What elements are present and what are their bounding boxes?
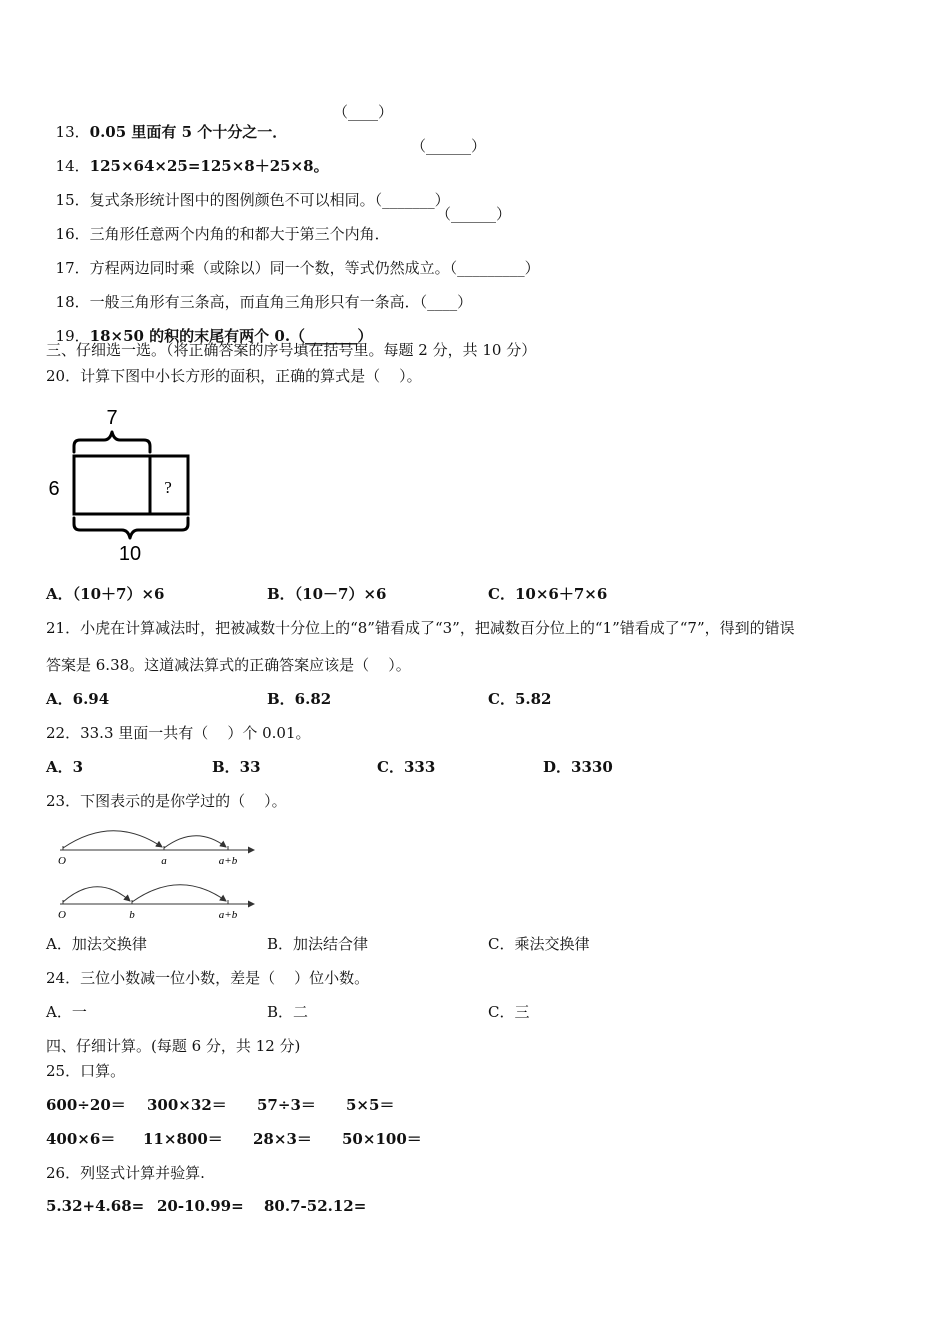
q26-text: 26．列竖式计算并验算. xyxy=(46,1164,205,1182)
q13-blank[interactable]: （____） xyxy=(333,103,394,121)
top-brace xyxy=(74,432,150,452)
q26-item: 20-10.99= xyxy=(157,1197,244,1215)
q14-text: 125×64×25=125×8＋25×8。 xyxy=(89,157,329,175)
q16-text: 三角形任意两个内角的和都大于第三个内角． xyxy=(89,225,390,243)
jump-arc-a xyxy=(63,831,162,848)
line1-label-sum: a+b xyxy=(218,855,238,867)
q18-number: 18． xyxy=(55,293,90,311)
jump-arc-b2 xyxy=(63,887,130,902)
q21-option-a[interactable]: A．6.94 xyxy=(46,690,110,708)
q25-item: 5×5＝ xyxy=(346,1096,395,1114)
q25-item: 28×3＝ xyxy=(253,1130,312,1148)
q22-text: 22．33.3 里面一共有（ ）个 0.01。 xyxy=(46,724,311,742)
bottom-label: 10 xyxy=(118,543,142,565)
q25-item: 300×32＝ xyxy=(147,1096,227,1114)
q24-option-a[interactable]: A．一 xyxy=(46,1003,87,1021)
q16-blank[interactable]: （______） xyxy=(436,205,512,223)
q16-number: 16． xyxy=(55,225,90,243)
q26-item: 5.32+4.68= xyxy=(46,1197,145,1215)
q23-text: 23．下图表示的是你学过的（ ）。 xyxy=(46,792,287,810)
line2-label-b: b xyxy=(129,909,135,921)
q24-option-b[interactable]: B．二 xyxy=(267,1003,309,1021)
unknown-label: ? xyxy=(164,478,172,497)
line2-label-origin: O xyxy=(58,909,66,921)
q21-option-b[interactable]: B．6.82 xyxy=(267,690,332,708)
q13-text: 0.05 里面有 5 个十分之一． xyxy=(89,123,288,141)
jump-arc-a2 xyxy=(132,885,226,902)
section4-heading: 四、仔细计算。(每题 6 分，共 12 分) xyxy=(46,1037,301,1055)
q20-option-b[interactable]: B．（10－7）×6 xyxy=(267,585,387,603)
left-label: 6 xyxy=(48,478,60,500)
q18-text: 一般三角形有三条高，而直角三角形只有一条高．（____） xyxy=(89,293,473,311)
q15-text: 复式条形统计图中的图例颜色不可以相同。（_______） xyxy=(89,191,450,209)
q20-option-c[interactable]: C．10×6＋7×6 xyxy=(488,585,608,603)
top-label: 7 xyxy=(106,407,118,429)
q19-number: 19． xyxy=(55,327,90,345)
bottom-brace xyxy=(74,518,188,538)
q17-number: 17． xyxy=(55,259,90,277)
q19-text: 18×50 的积的末尾有两个 0.（_______） xyxy=(89,327,373,345)
q14-blank[interactable]: （______） xyxy=(411,137,487,155)
q25-text: 25．口算。 xyxy=(46,1062,126,1080)
q22-option-c[interactable]: C．333 xyxy=(377,758,436,776)
q20-option-a[interactable]: A．（10＋7）×6 xyxy=(46,585,165,603)
q23-option-a[interactable]: A．加法交换律 xyxy=(46,935,147,953)
line1-label-a: a xyxy=(161,855,167,867)
q22-option-a[interactable]: A．3 xyxy=(46,758,84,776)
jump-arc-b xyxy=(164,836,226,848)
q24-option-c[interactable]: C．三 xyxy=(488,1003,530,1021)
q26-item: 80.7-52.12= xyxy=(264,1197,367,1215)
q15-number: 15． xyxy=(55,191,90,209)
line2-label-sum: a+b xyxy=(218,909,238,921)
q17-text: 方程两边同时乘（或除以）同一个数，等式仍然成立。（_________） xyxy=(89,259,540,277)
q25-item: 57÷3＝ xyxy=(257,1096,316,1114)
q22-option-b[interactable]: B．33 xyxy=(212,758,261,776)
q21-line2: 答案是 6.38。这道减法算式的正确答案应该是（ ）。 xyxy=(46,656,411,674)
q21-option-c[interactable]: C．5.82 xyxy=(488,690,552,708)
q23-figure xyxy=(50,822,265,927)
section3-heading: 三、仔细选一选。（将正确答案的序号填在括号里。每题 2 分，共 10 分） xyxy=(46,341,537,359)
line1-label-origin: O xyxy=(58,855,66,867)
q25-item: 600÷20＝ xyxy=(46,1096,126,1114)
q25-item: 50×100＝ xyxy=(342,1130,422,1148)
q23-option-c[interactable]: C．乘法交换律 xyxy=(488,935,590,953)
q23-option-b[interactable]: B．加法结合律 xyxy=(267,935,369,953)
q20-text: 20．计算下图中小长方形的面积，正确的算式是（ ）。 xyxy=(46,367,422,385)
q25-item: 11×800＝ xyxy=(143,1130,223,1148)
q24-text: 24．三位小数减一位小数，差是（ ）位小数。 xyxy=(46,969,370,987)
q20-figure xyxy=(40,400,210,570)
q22-option-d[interactable]: D．3330 xyxy=(543,758,613,776)
q25-item: 400×6＝ xyxy=(46,1130,116,1148)
q14-number: 14． xyxy=(55,157,90,175)
q13-number: 13． xyxy=(55,123,90,141)
q21-line1: 21．小虎在计算减法时，把被减数十分位上的“8”错看成了“3”，把减数百分位上的“1”错看成了“7”，得到的错误 xyxy=(46,619,795,637)
